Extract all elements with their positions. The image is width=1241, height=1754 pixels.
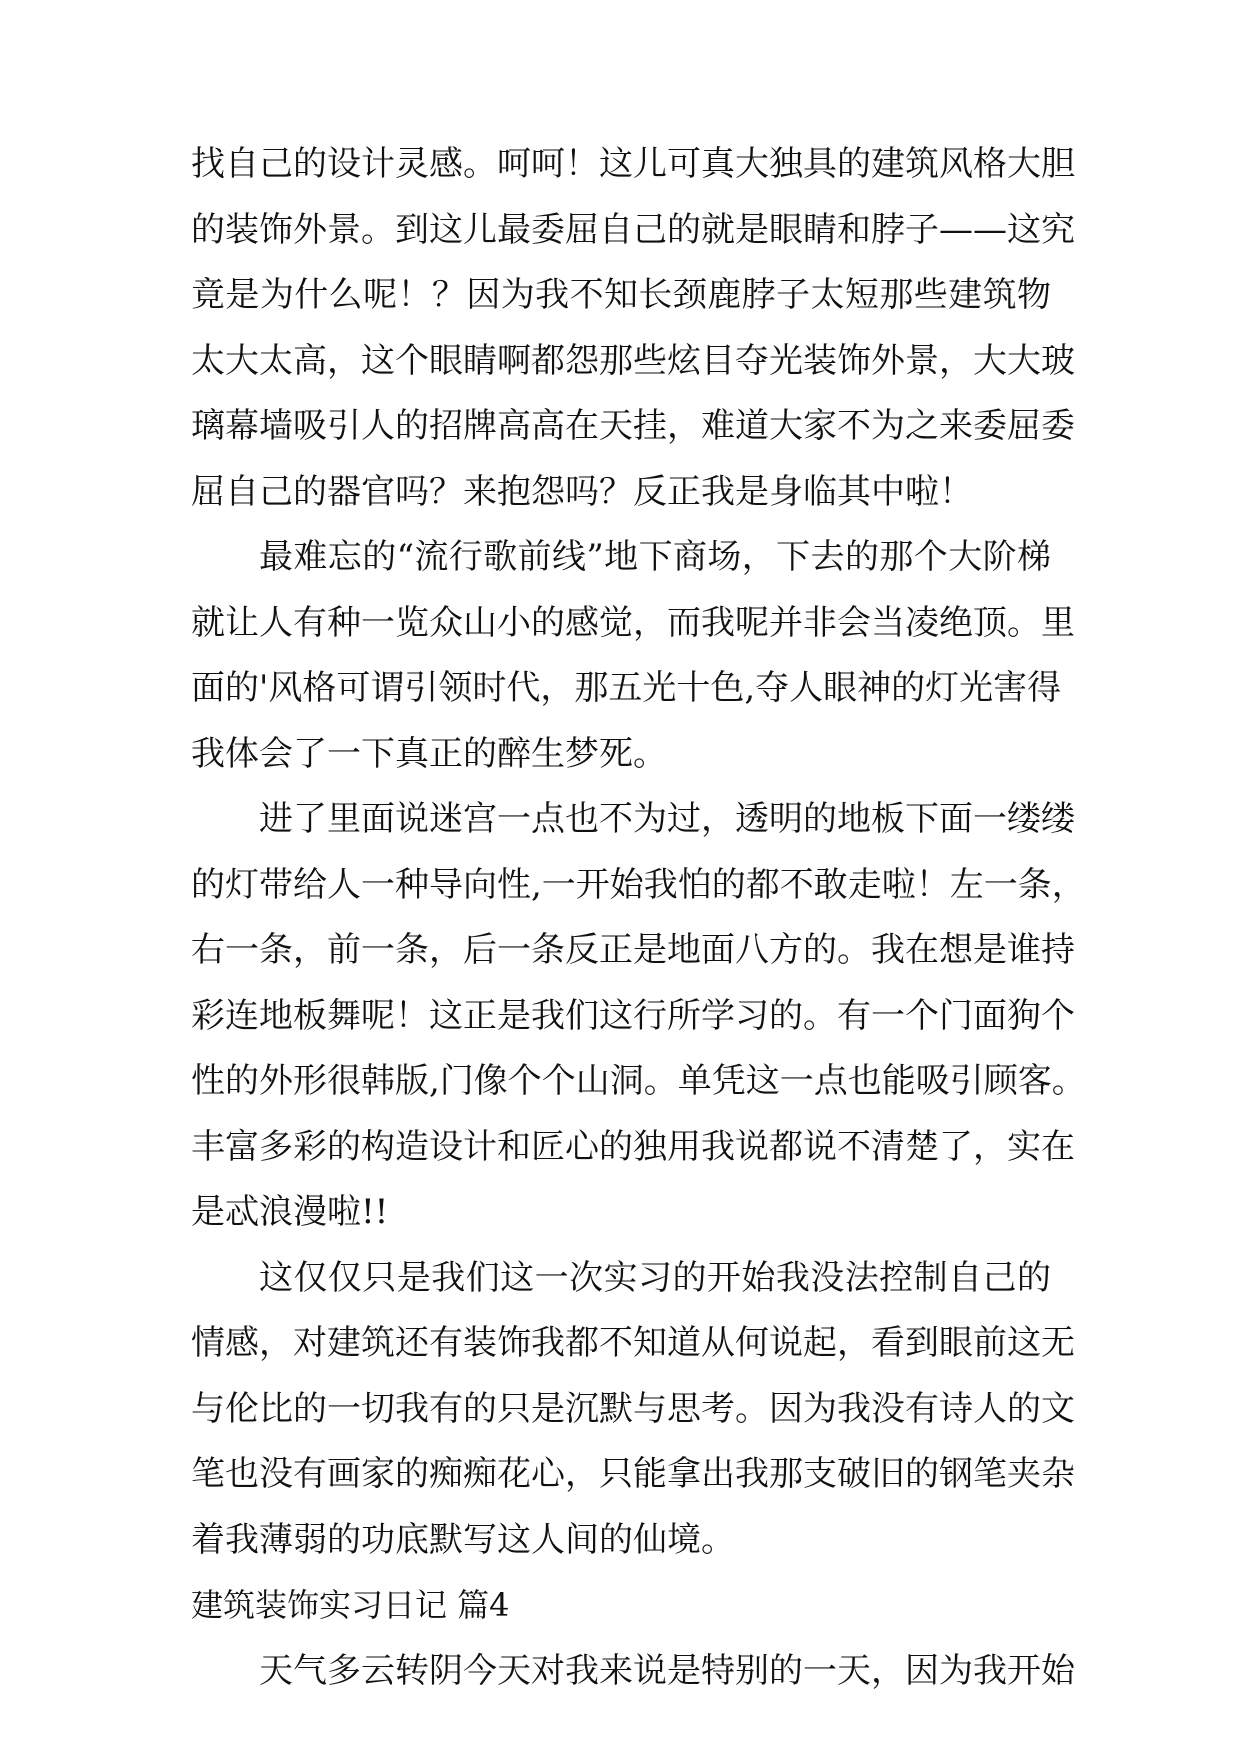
text-line: 与伦比的一切我有的只是沉默与思考。因为我没有诗人的文 <box>191 1388 1075 1429</box>
paragraph <box>191 1639 1075 1705</box>
section-heading: 建筑装饰实习日记 篇4 <box>191 1586 510 1624</box>
text-line: 丰富多彩的构造设计和匠心的独用我说都说不清楚了，实在 <box>191 1126 1075 1167</box>
text-line: 璃幕墙吸引人的招牌高高在天挂，难道大家不为之来委屈委 <box>191 406 1075 446</box>
document-body <box>191 132 1086 1704</box>
text-line: 着我薄弱的功底默写这人间的仙境。 <box>191 1519 735 1560</box>
text-line: 的灯带给人一种导向性,一开始我怕的都不敢走啦！左一条， <box>191 864 1086 905</box>
text-line: 找自己的设计灵感。呵呵！这儿可真大独具的建筑风格大胆 <box>191 144 1075 184</box>
text-line: 屈自己的器官吗？来抱怨吗？反正我是身临其中啦！ <box>191 471 973 512</box>
text-line: 笔也没有画家的痴痴花心，只能拿出我那支破旧的钢笔夹杂 <box>191 1454 1075 1494</box>
text-line: 我体会了一下真正的醉生梦死。 <box>191 733 667 774</box>
text-line: 彩连地板舞呢！这正是我们这行所学习的。有一个门面狗个 <box>191 995 1075 1036</box>
text-line: 竟是为什么呢！？因为我不知长颈鹿脖子太短那些建筑物 <box>191 275 1051 315</box>
paragraph <box>191 1246 1075 1574</box>
text-line: 天气多云转阴今天对我来说是特别的一天，因为我开始 <box>259 1650 1075 1691</box>
text-line: 这仅仅只是我们这一次实习的开始我没法控制自己的 <box>259 1257 1051 1298</box>
text-line: 右一条，前一条，后一条反正是地面八方的。我在想是谁持 <box>191 930 1075 970</box>
text-line: 性的外形很韩版,门像个个山洞。单凭这一点也能吸引顾客。 <box>191 1061 1086 1101</box>
text-line: 进了里面说迷宫一点也不为过，透明的地板下面一缕缕 <box>259 799 1075 839</box>
text-line: 的装饰外景。到这儿最委屈自己的就是眼睛和脖子——这究 <box>191 209 1075 250</box>
text-line: 是忒浪漫啦!! <box>191 1192 389 1232</box>
text-line: 情感，对建筑还有装饰我都不知道从何说起，看到眼前这无 <box>191 1323 1075 1363</box>
text-line: 面的'风格可谓引领时代，那五光十色,夺人眼神的灯光害得 <box>191 668 1062 708</box>
paragraph <box>191 787 1086 1246</box>
paragraph <box>191 132 1075 525</box>
text-line: 就让人有种一览众山小的感觉，而我呢并非会当凌绝顶。里 <box>191 602 1075 643</box>
paragraph <box>191 525 1075 787</box>
text-line: 太大太高，这个眼睛啊都怨那些炫目夺光装饰外景，大大玻 <box>191 340 1075 381</box>
text-line: 最难忘的“流行歌前线”地下商场，下去的那个大阶梯 <box>259 537 1051 577</box>
